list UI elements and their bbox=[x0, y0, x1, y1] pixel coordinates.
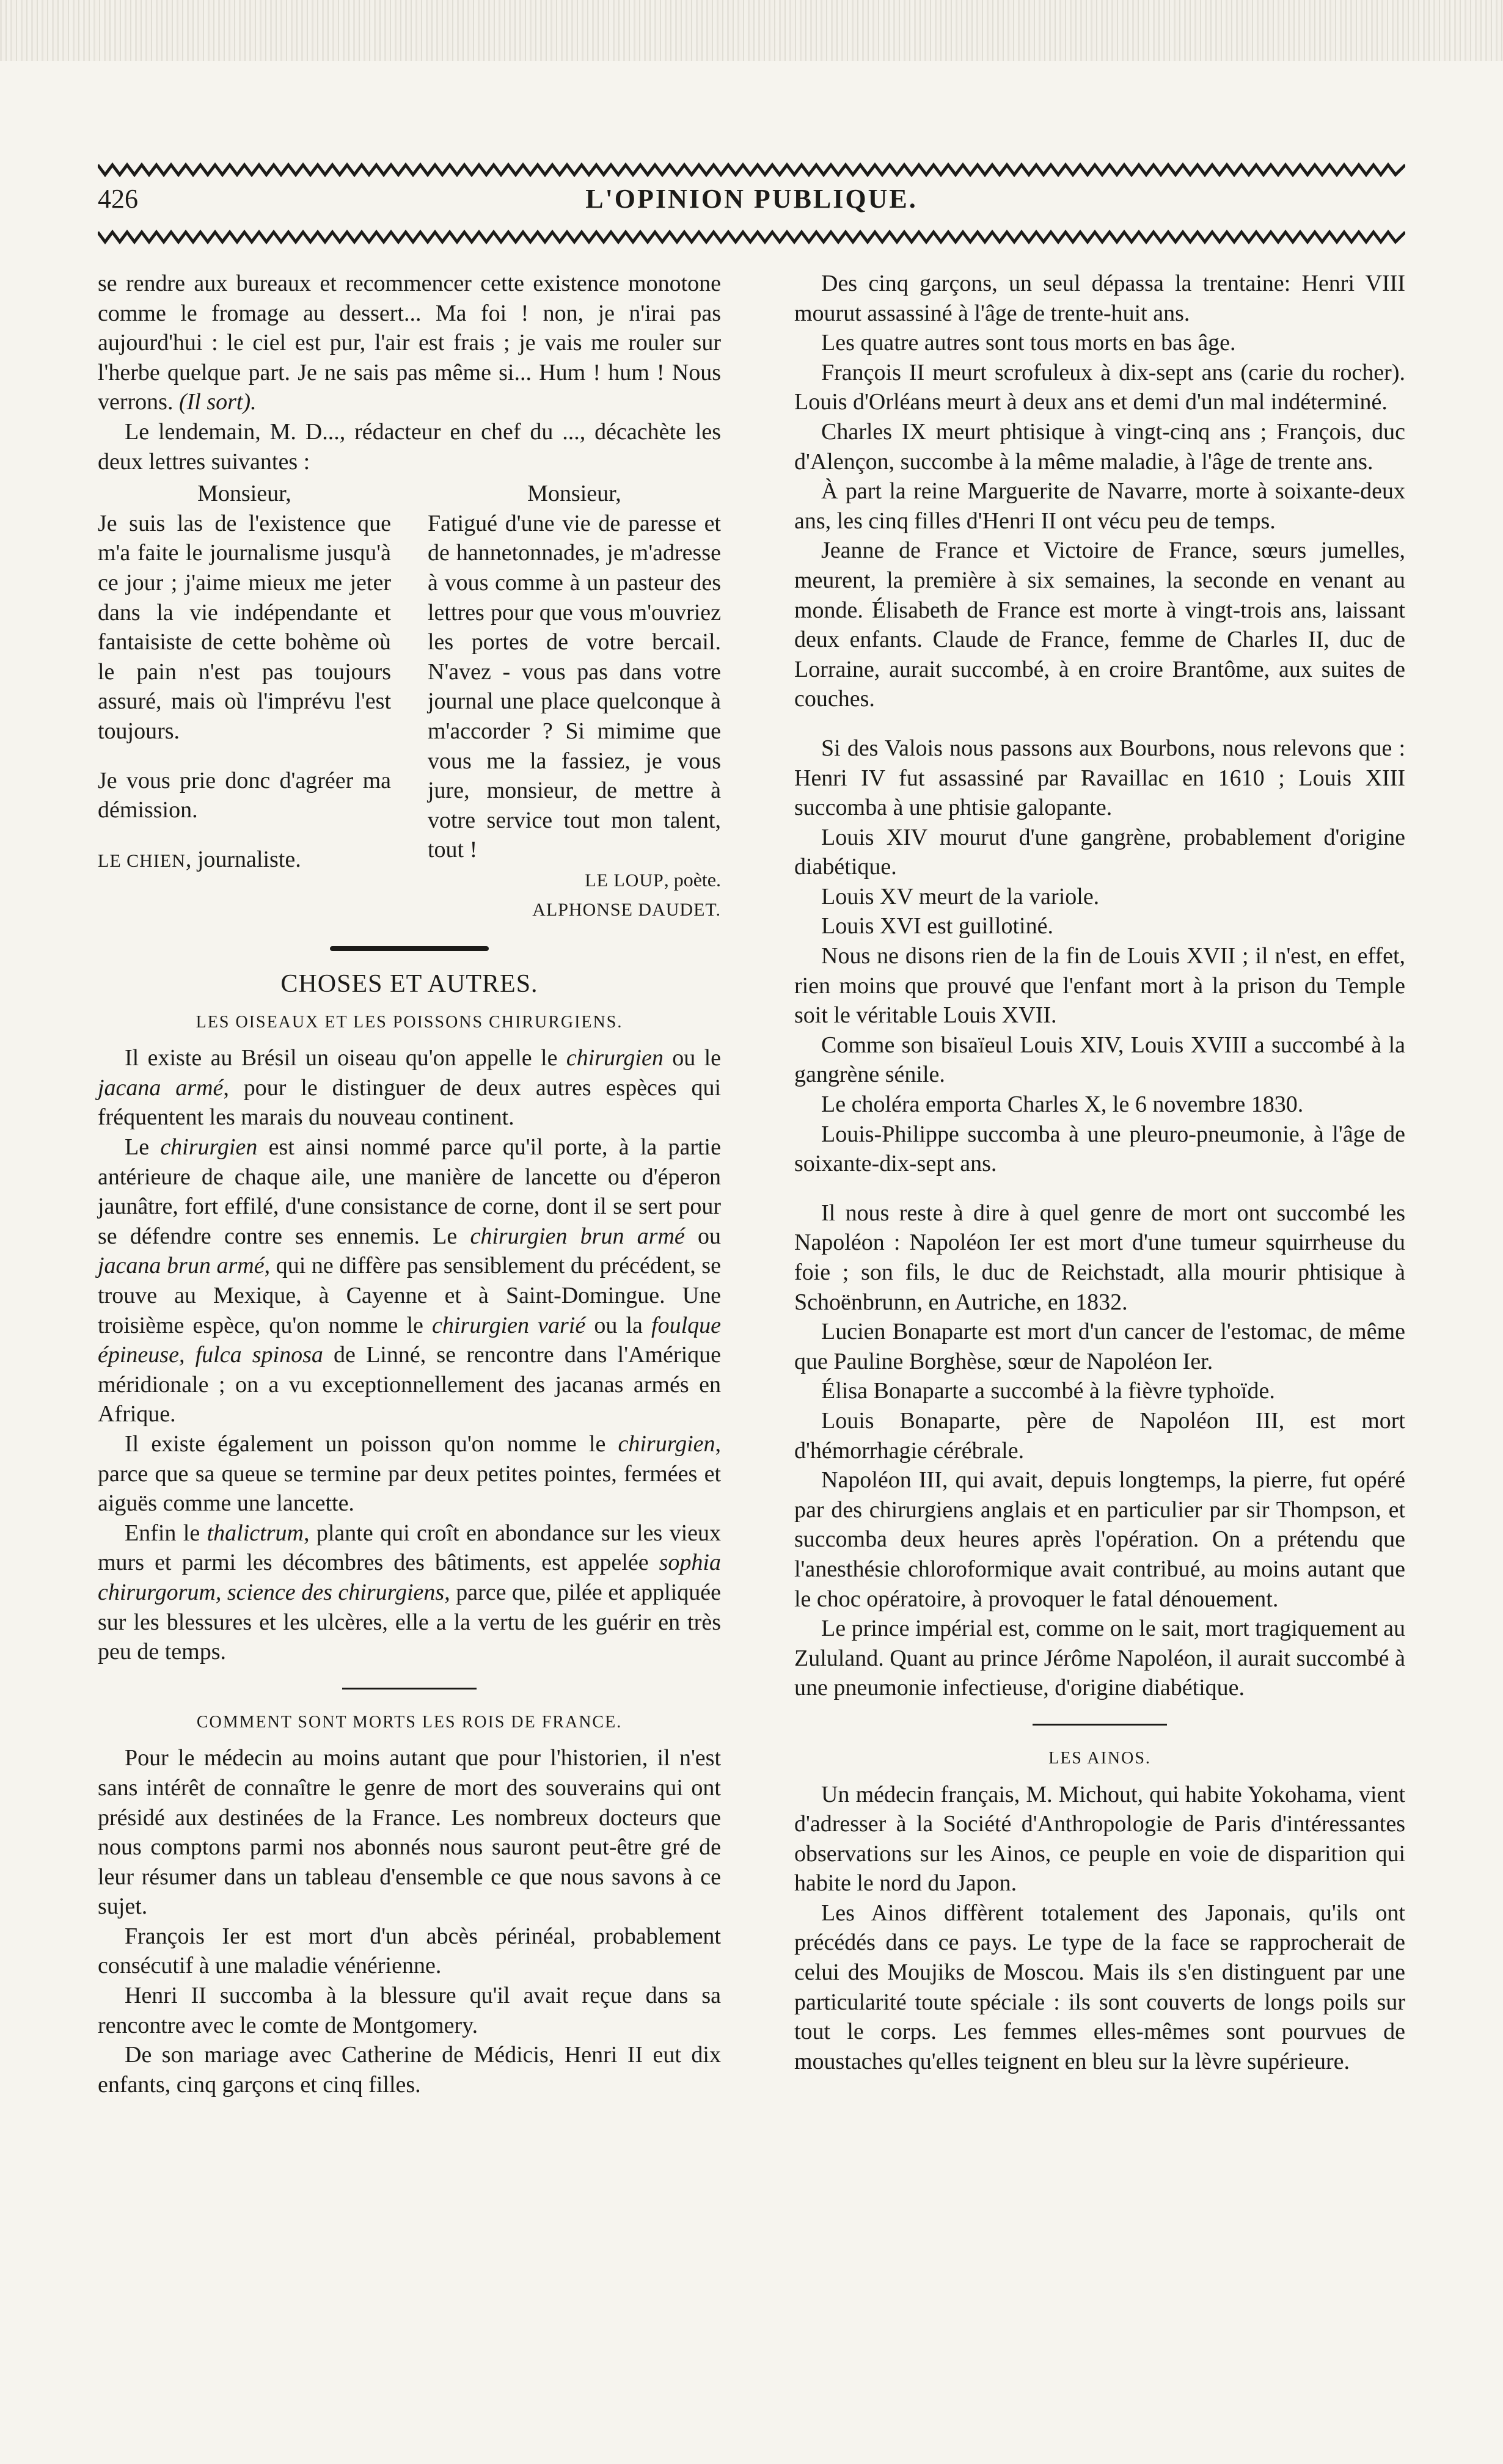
left-column bbox=[98, 269, 721, 2099]
article-paragraph: Louis-Philippe succomba à une pleuro-pneumonie, à l'âge de soixante-dix-sept ans. bbox=[794, 1121, 1405, 1177]
article-paragraph: Comme son bisaïeul Louis XIV, Louis XVIII a succombé à la gangrène sénile. bbox=[794, 1032, 1405, 1088]
letter-signature: LE CHIEN, journaliste. bbox=[98, 846, 301, 872]
right-column bbox=[794, 269, 1405, 2076]
letter-signature: LE LOUP, poète. bbox=[585, 868, 721, 891]
letter-body: Fatigué d'une vie de paresse et de hannetonnades, je m'adresse à vous comme à un pasteur des lettres pour que vous m'ouvriez les portes de votre bercail. N'avez - vous pas dans votre journal une place quelconque à m'accorder ? Si mimime que vous me la fassiez, je vous jure, monsieur, de mettre à votre service tout mon talent, tout ! bbox=[428, 510, 721, 863]
article-paragraph: Nous ne disons rien de la fin de Louis XVII ; il n'est, en effet, rien moins que prouvé que l'enfant mort à la prison du Temple soit le véritable Louis XVII. bbox=[794, 943, 1405, 1029]
article-paragraph: Louis XV meurt de la variole. bbox=[821, 883, 1100, 909]
article-paragraph: À part la reine Marguerite de Navarre, morte à soixante-deux ans, les cinq filles d'Henri II ont vécu peu de temps. bbox=[794, 478, 1405, 534]
article-paragraph: Charles IX meurt phtisique à vingt-cinq ans ; François, duc d'Alençon, succombe à la même maladie, à l'âge de trente ans. bbox=[794, 418, 1405, 475]
article-paragraph: Henri II succomba à la blessure qu'il avait reçue dans sa rencontre avec le comte de Montgomery. bbox=[98, 1983, 721, 2038]
article-paragraph: Louis Bonaparte, père de Napoléon III, est mort d'hémorrhagie cérébrale. bbox=[794, 1407, 1405, 1463]
letters-block bbox=[98, 479, 721, 925]
subsection-title: COMMENT SONT MORTS LES ROIS DE FRANCE. bbox=[196, 1712, 623, 1732]
article-paragraph: Des cinq garçons, un seul dépassa la trentaine: Henri VIII mourut assassiné à l'âge de trente-huit ans. bbox=[794, 271, 1405, 326]
letter-body: Je suis las de l'existence que m'a faite le journalisme jusqu'à ce jour ; j'aime mieux me jeter dans la vie indépendante et fantaisiste de cette bohème où le pain n'est pas toujours assuré, mais où l'imprévu l'est toujours. bbox=[98, 510, 391, 744]
article-paragraph: Pour le médecin au moins autant que pour l'historien, il n'est sans intérêt de connaître le genre de mort des souverains qui ont présidé aux destinées de la France. Les nombreux docteurs que nous comptons parmi nos abonnés nous sauront peut-être gré de leur résumer dans un tableau d'ensemble ce que nous savons à ce sujet. bbox=[98, 1745, 721, 1920]
letter-salutation: Monsieur, bbox=[197, 481, 291, 507]
article-paragraph: Le choléra emporta Charles X, le 6 novembre 1830. bbox=[821, 1092, 1304, 1118]
article-paragraph: Le prince impérial est, comme on le sait, mort tragiquement au Zululand. Quant au prince Jérôme Napoléon, il aurait succombé à une pneumonie infectieuse, d'origine diabétique. bbox=[794, 1616, 1406, 1701]
bottom-ornament-rule bbox=[98, 230, 1405, 244]
subsection-title: LES AINOS. bbox=[1048, 1748, 1151, 1768]
article-paragraph: François Ier est mort d'un abcès périnéal, probablement consécutif à une maladie vénérienne. bbox=[98, 1923, 721, 1979]
article-paragraph: De son mariage avec Catherine de Médicis, Henri II eut dix enfants, cinq garçons et cinq filles. bbox=[98, 2042, 721, 2098]
article-paragraph: Enfin le thalictrum, plante qui croît en abondance sur les vieux murs et parmi les décombres des bâtiments, est appelée sophia chirurgorum, science des chirurgiens, parce que, pilée et appliquée sur les blessures et les ulcères, elle a la vertu de les guérir en très peu de temps. bbox=[98, 1520, 721, 1665]
letter-salutation: Monsieur, bbox=[527, 481, 621, 507]
article-paragraph: Les quatre autres sont tous morts en bas âge. bbox=[821, 330, 1236, 356]
section-title: CHOSES ET AUTRES. bbox=[280, 970, 538, 999]
journal-title: L'OPINION PUBLIQUE. bbox=[585, 184, 918, 214]
article-paragraph: Lucien Bonaparte est mort d'un cancer de l'estomac, de même que Pauline Borghèse, sœur de Napoléon Ier. bbox=[794, 1319, 1405, 1374]
letter-chien bbox=[98, 479, 391, 925]
article-paragraph: Jeanne de France et Victoire de France, sœurs jumelles, meurent, la première à six semaines, la seconde en venant au monde. Élisabeth de France est morte à vingt-trois ans, laissant deux enfants. Claude de France, femme de Charles II, duc de Lorraine, aurait succombé, à en croire Brantôme, aux suites de couches. bbox=[794, 538, 1405, 712]
story-paragraph: Le lendemain, M. D..., rédacteur en chef du ..., décachète les deux lettres suivantes : bbox=[98, 418, 721, 475]
section-divider bbox=[342, 1688, 477, 1689]
article-paragraph: Il existe également un poisson qu'on nomme le chirurgien, parce que sa queue se termine par deux petites pointes, fermées et aiguës comme une lancette. bbox=[98, 1431, 721, 1517]
section-divider bbox=[1033, 1724, 1167, 1726]
story-continuation: se rendre aux bureaux et recommencer cette existence monotone comme le fromage au dessert... Ma foi ! non, je n'irai pas aujourd'hui : le ciel est pur, l'air est frais ; je vais me rouler sur l'herbe quelque part. Je ne sais pas même si... Hum ! hum ! Nous verrons. (Il sort). bbox=[98, 271, 721, 415]
article-paragraph: Napoléon III, qui avait, depuis longtemps, la pierre, fut opéré par des chirurgiens anglais et en particulier par sir Thompson, et succomba deux heures après l'opération. On a prétendu que l'anesthésie chloroformique avait contribué, au moins autant que le choc opératoire, à provoquer le fatal dénouement. bbox=[794, 1467, 1405, 1612]
article-paragraph: Le chirurgien est ainsi nommé parce qu'il porte, à la partie antérieure de chaque aile, une manière de lancette ou d'éperon jaunâtre, fort effilé, d'une consistance de corne, dont il se sert pour se défendre contre ses ennemis. Le chirurgien brun armé ou jacana brun armé, qui ne diffère pas sensiblement du précédent, se trouve au Mexique, à Cayenne et à Saint-Domingue. Une troisième espèce, qu'on nomme le chirurgien varié ou la foulque épineuse, fulca spinosa de Linné, se rencontre dans l'Amérique méridionale ; on a vu exceptionnellement des jacanas armés en Afrique. bbox=[98, 1134, 721, 1427]
article-paragraph: Il nous reste à dire à quel genre de mort ont succombé les Napoléon : Napoléon Ier est mort d'une tumeur squirrheuse du foie ; son fils, le duc de Reichstadt, alla mourir phtisique à Schoënbrunn, en Autriche, en 1832. bbox=[794, 1200, 1405, 1315]
letter-loup bbox=[428, 479, 721, 925]
page-number: 426 bbox=[98, 184, 138, 214]
subsection-title: LES OISEAUX ET LES POISSONS CHIRURGIENS. bbox=[196, 1012, 623, 1032]
letter-body: Je vous prie donc d'agréer ma démission. bbox=[98, 767, 391, 823]
section-divider bbox=[330, 946, 489, 951]
article-paragraph: Un médecin français, M. Michout, qui habite Yokohama, vient d'adresser à la Société d'Anthropologie de Paris d'intéressantes observations sur les Ainos, ce peuple en voie de disparition qui habite le nord du Japon. bbox=[794, 1781, 1405, 1897]
story-author: ALPHONSE DAUDET. bbox=[532, 900, 721, 920]
article-paragraph: Si des Valois nous passons aux Bourbons, nous relevons que : Henri IV fut assassiné par Ravaillac en 1610 ; Louis XIII succomba à une phtisie galopante. bbox=[794, 735, 1405, 821]
top-ornament-rule bbox=[98, 162, 1405, 177]
article-paragraph: Louis XIV mourut d'une gangrène, probablement d'origine diabétique. bbox=[794, 824, 1405, 880]
article-paragraph: Il existe au Brésil un oiseau qu'on appelle le chirurgien ou le jacana armé, pour le distinguer de deux autres espèces qui fréquentent les marais du nouveau continent. bbox=[98, 1045, 722, 1131]
article-paragraph: Les Ainos diffèrent totalement des Japonais, qu'ils ont précédés dans ce pays. Le type de la face se rapprocherait de celui des Moujiks de Moscou. Mais ils s'en distinguent par une particularité toute spéciale : ils sont couverts de longs poils sur tout le corps. Les femmes elles-mêmes sont pourvues de moustaches qu'elles teignent en bleu sur la lèvre supérieure. bbox=[794, 1900, 1405, 2074]
article-paragraph: François II meurt scrofuleux à dix-sept ans (carie du rocher). Louis d'Orléans meurt à deux ans et demi d'un mal indéterminé. bbox=[794, 359, 1405, 415]
article-paragraph: Élisa Bonaparte a succombé à la fièvre typhoïde. bbox=[821, 1378, 1275, 1404]
running-header bbox=[98, 183, 1405, 220]
article-paragraph: Louis XVI est guillotiné. bbox=[821, 913, 1053, 939]
scan-top-noise bbox=[0, 0, 1503, 61]
